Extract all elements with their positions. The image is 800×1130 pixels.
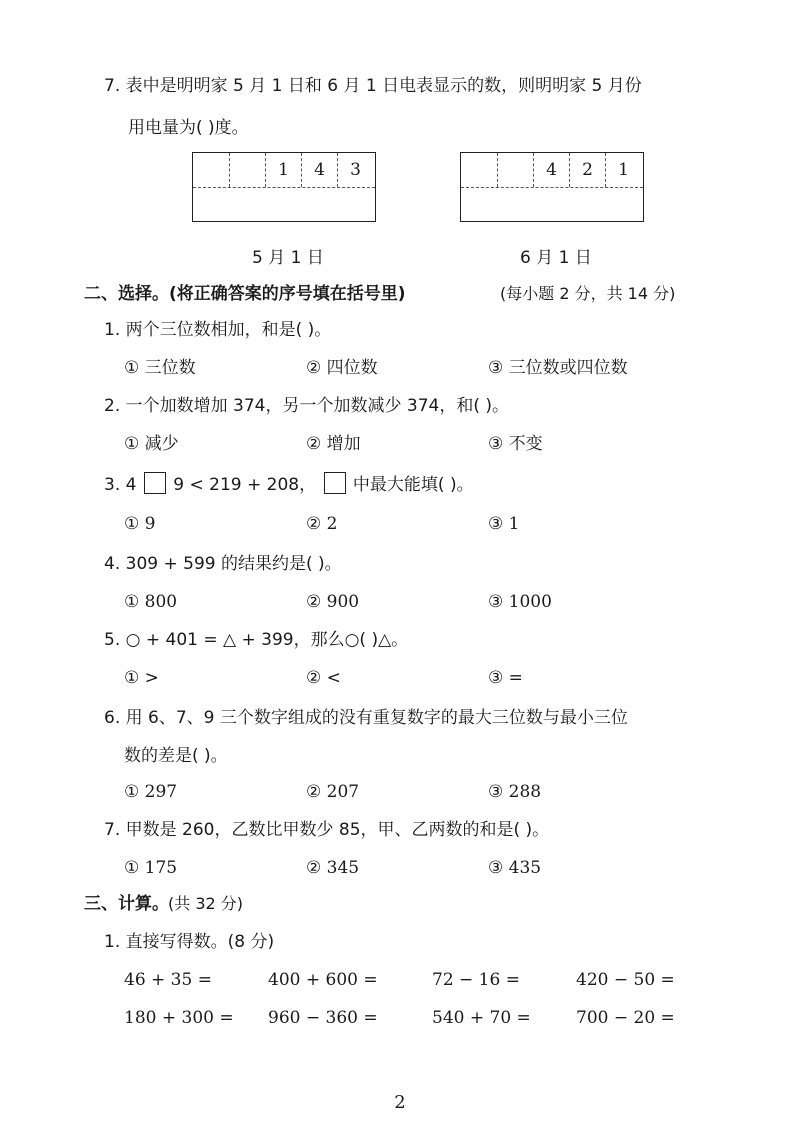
meter-june-digit [497, 153, 533, 187]
q1-option-1: ① 三位数 [124, 358, 196, 378]
meter-june-digit-row [461, 153, 643, 188]
calc-item: 540 + 70 = [432, 1008, 531, 1028]
question-4: 4. 309 + 599 的结果约是( )。 [104, 554, 342, 574]
q2-option-1: ① 减少 [124, 434, 179, 454]
calc-item: 960 − 360 = [268, 1008, 378, 1028]
meter-may-digit: 4 [301, 153, 337, 187]
blank-box-icon [144, 472, 166, 494]
meter-june-digit: 1 [605, 153, 641, 187]
meter-may-digit [193, 153, 229, 187]
q7-line1: 7. 表中是明明家 5 月 1 日和 6 月 1 日电表显示的数，则明明家 5 月份 [104, 76, 642, 96]
question-6: 6. 用 6、7、9 三个数字组成的没有重复数字的最大三位数与最小三位 [104, 708, 628, 728]
q3-option-2: ② 2 [306, 514, 338, 534]
q7-option-1: ① 175 [124, 858, 178, 878]
meter-june-digit: 4 [533, 153, 569, 187]
calc-item: 72 − 16 = [432, 970, 520, 990]
calc-item: 180 + 300 = [124, 1008, 234, 1028]
question-2: 2. 一个加数增加 374，另一个加数减少 374，和( )。 [104, 396, 509, 416]
meter-may-digit: 3 [337, 153, 373, 187]
q4-option-3: ③ 1000 [488, 592, 552, 612]
q4-option-2: ② 900 [306, 592, 360, 612]
q2-option-2: ② 增加 [306, 434, 361, 454]
meter-may-digit-row [193, 153, 375, 188]
q1-option-2: ② 四位数 [306, 358, 378, 378]
calc-item: 420 − 50 = [576, 970, 675, 990]
meter-june-digit [461, 153, 497, 187]
q1-option-3: ③ 三位数或四位数 [488, 358, 628, 378]
section3-heading: 三、计算。 [84, 894, 169, 914]
q5-option-1: ① > [124, 668, 159, 688]
blank-box-icon [324, 472, 346, 494]
q3-text-b: 9 < 219 + 208， [173, 475, 317, 495]
question-5: 5. ○ + 401 = △ + 399，那么○( )△。 [104, 630, 409, 650]
question-6-line2: 数的差是( )。 [124, 746, 228, 766]
q7-option-3: ③ 435 [488, 858, 542, 878]
q5-option-2: ② < [306, 668, 341, 688]
q3-text-a: 3. 4 [104, 475, 137, 495]
q3-option-3: ③ 1 [488, 514, 520, 534]
question-3 [104, 472, 474, 497]
meter-may-label: 5 月 1 日 [252, 248, 324, 268]
question-7: 7. 甲数是 260，乙数比甲数少 85，甲、乙两数的和是( )。 [104, 820, 550, 840]
calc-item: 400 + 600 = [268, 970, 378, 990]
q6-option-1: ① 297 [124, 782, 178, 802]
question-1: 1. 两个三位数相加，和是( )。 [104, 320, 332, 340]
page-number: 2 [394, 1092, 406, 1113]
q6-option-3: ③ 288 [488, 782, 542, 802]
calc-item: 46 + 35 = [124, 970, 212, 990]
section3-note: (共 32 分) [168, 894, 244, 913]
meter-june-label: 6 月 1 日 [520, 248, 592, 268]
meter-june-digit: 2 [569, 153, 605, 187]
q2-option-3: ③ 不变 [488, 434, 543, 454]
meter-may-digit: 1 [265, 153, 301, 187]
q5-option-3: ③ = [488, 668, 523, 688]
section3-sub1: 1. 直接写得数。(8 分) [104, 932, 275, 952]
section2-heading: 二、选择。(将正确答案的序号填在括号里) [84, 284, 406, 304]
meter-may-digit [229, 153, 265, 187]
section2-note: (每小题 2 分，共 14 分) [500, 284, 676, 303]
q3-option-1: ① 9 [124, 514, 156, 534]
q7-line2: 用电量为( )度。 [128, 118, 249, 138]
q7-option-2: ② 345 [306, 858, 360, 878]
meter-june [460, 152, 644, 222]
calc-item: 700 − 20 = [576, 1008, 675, 1028]
q4-option-1: ① 800 [124, 592, 178, 612]
q3-text-c: 中最大能填( )。 [352, 475, 474, 495]
q6-option-2: ② 207 [306, 782, 360, 802]
meter-may [192, 152, 376, 222]
